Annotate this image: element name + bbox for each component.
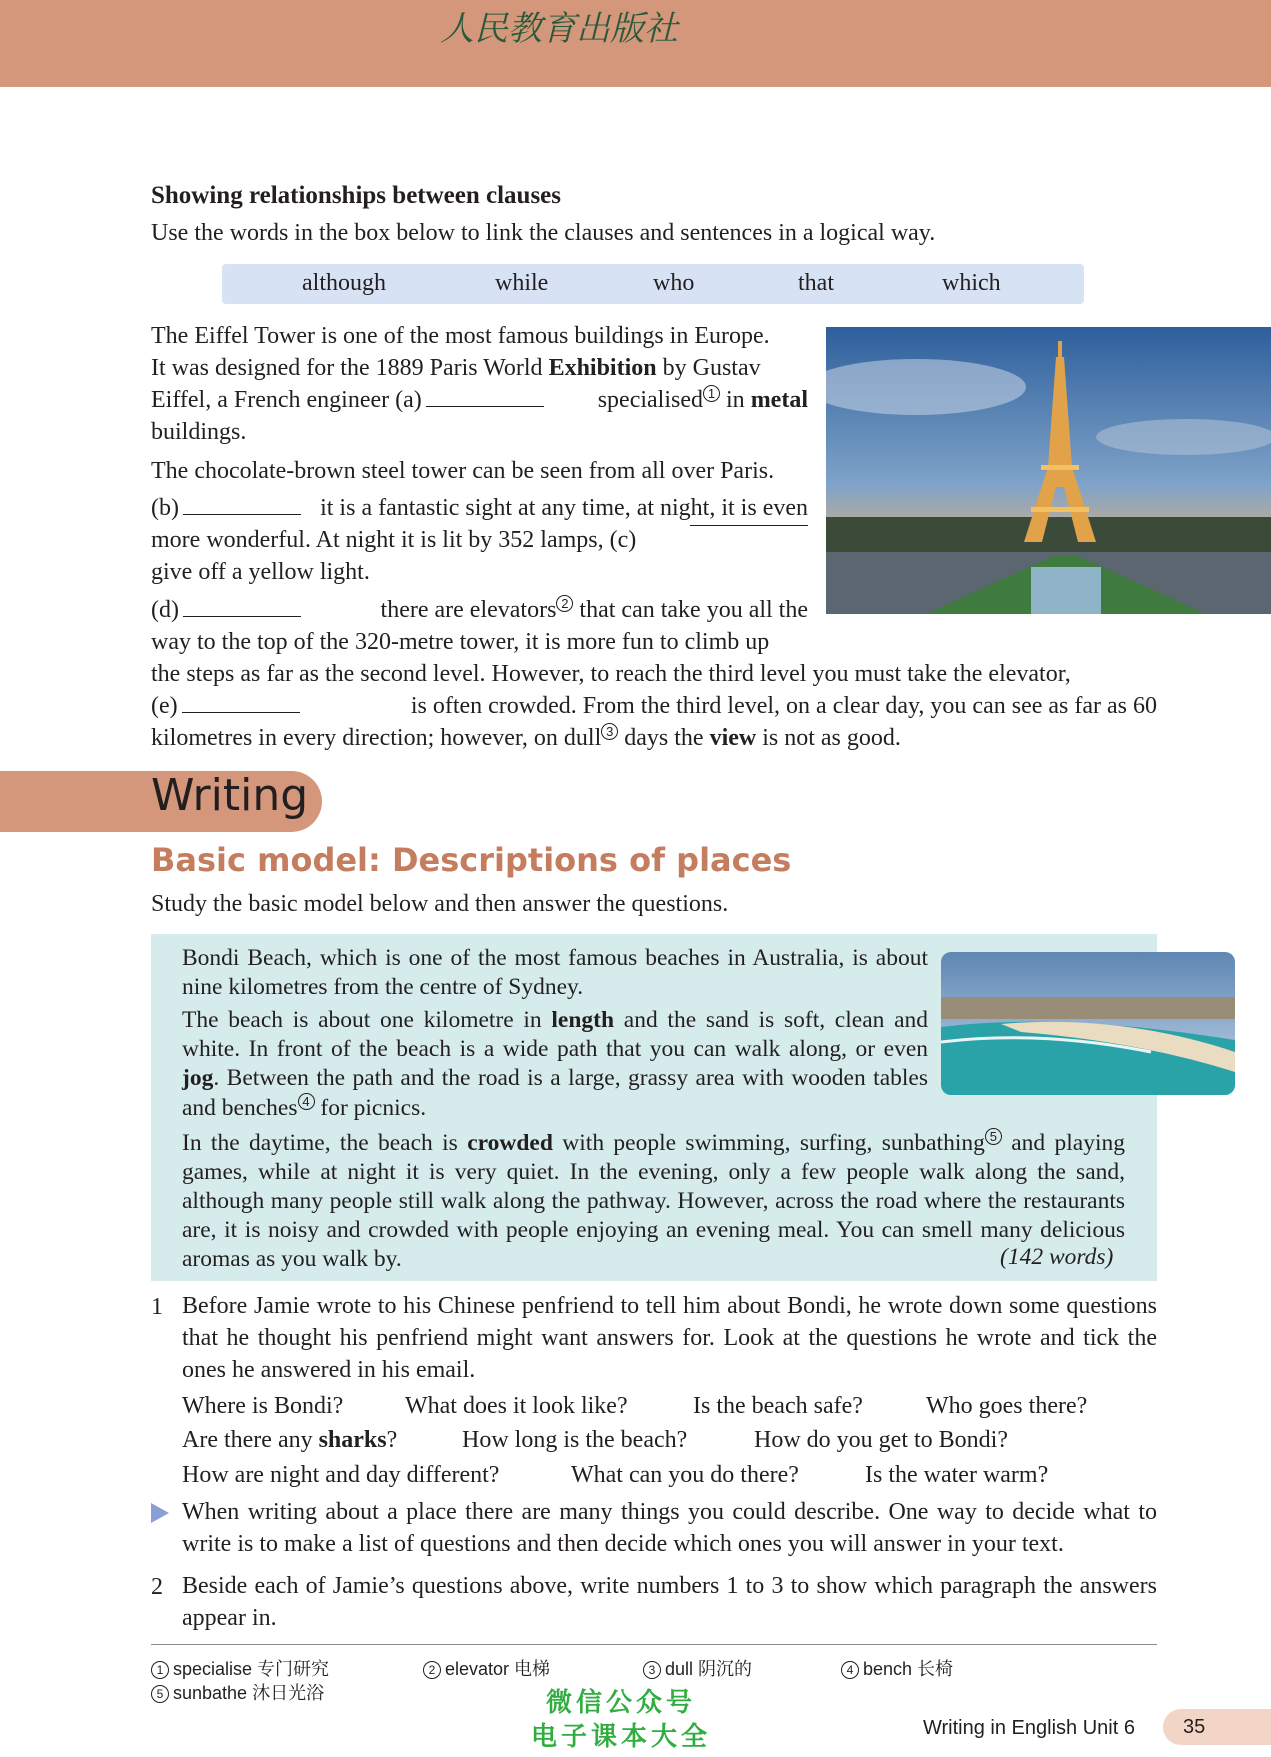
eiffel-paragraph-4 — [151, 594, 1157, 754]
footnote-marker: 4 — [298, 1093, 315, 1110]
question-row — [182, 1393, 1157, 1425]
text-line: more wonderful. At night it is lit by 352 lamps, (c) — [151, 524, 808, 556]
question-option: Are there any sharks? — [182, 1427, 398, 1453]
eiffel-paragraph-2: The chocolate-brown steel tower can be seen from all over Paris. — [151, 458, 775, 484]
question-2-text: Beside each of Jamie’s questions above, write numbers 1 to 3 to show which paragraph the answers appear in. — [182, 1573, 1157, 1631]
bondi-beach-photo — [941, 952, 1235, 1095]
question-option: Is the water warm? — [865, 1462, 1049, 1488]
question-option: Where is Bondi? — [182, 1393, 344, 1419]
publisher-logo — [430, 4, 850, 50]
text-line: way to the top of the 320-metre tower, it is more fun to climb up — [151, 629, 770, 655]
word-count: (142 words) — [1000, 1244, 1114, 1270]
watermark-line-2: 电子课本大全 — [531, 1722, 712, 1752]
text-line: give off a yellow light. — [151, 559, 370, 585]
eiffel-paragraph-1 — [151, 320, 808, 448]
eiffel-tower-photo — [826, 327, 1271, 614]
section-title: Showing relationships between clauses — [151, 182, 562, 209]
publisher-name: 人民教育出版社 — [440, 9, 678, 49]
model-paragraph-2: The beach is about one kilometre in length and the sand is soft, clean and white. In front of the beach is a wide path that you can walk along, or even jog. Between the path and the road is a large, grassy area with wooden tables and benches 4 for picnics. — [182, 1007, 929, 1121]
text-line: Eiffel, a French engineer (a) specialised 1 in metal — [151, 386, 808, 413]
question-option: What can you do there? — [571, 1462, 799, 1488]
tip-text: When writing about a place there are many things you could describe. One way to decide what to write is to make a list of questions and then decide which ones you will answer in your text. — [182, 1499, 1157, 1557]
question-option: Who goes there? — [926, 1393, 1088, 1419]
footer-unit-label: Writing in English Unit 6 — [923, 1717, 1135, 1739]
watermark-line-1: 微信公众号 — [546, 1688, 697, 1718]
tip-triangle-icon — [151, 1503, 169, 1523]
footnote-marker: 2 — [556, 595, 573, 612]
page-number-tab — [1163, 1709, 1271, 1745]
text-line: The Eiffel Tower is one of the most famous buildings in Europe. — [151, 323, 770, 349]
text-line: buildings. — [151, 419, 247, 445]
word-box-item: who — [653, 270, 695, 296]
text-line: (d) there are elevators 2 that can take you all the — [151, 596, 808, 623]
footnote-divider — [151, 1644, 1157, 1645]
eiffel-paragraph-3 — [151, 492, 808, 588]
question-number: 2 — [151, 1574, 163, 1600]
blank-c[interactable] — [690, 524, 808, 526]
question-row — [182, 1427, 1157, 1459]
text-line: kilometres in every direction; however, on dull 3 days the view is not as good. — [151, 724, 901, 751]
question-row — [182, 1462, 1157, 1494]
footnote-marker: 3 — [601, 723, 618, 740]
footnote: 1 specialise 专门研究 — [151, 1655, 329, 1681]
page-number: 35 — [1183, 1716, 1206, 1738]
blank-a[interactable] — [426, 405, 544, 407]
text-line: (b) it is a fantastic sight at any time, at night, it is even — [151, 495, 808, 521]
question-option: How are night and day different? — [182, 1462, 500, 1488]
model-paragraph-3: In the daytime, the beach is crowded with people swimming, surfing, sunbathing 5 and playing games, while at night it is very quiet. In the evening, only a few people walk along the sand, although many people still walk along the pathway. However, across the road where the restaurants are, it is noisy and crowded with people enjoying an evening meal. You can smell many delicious aromas as you walk by. — [182, 1129, 1125, 1272]
blank-e[interactable] — [182, 711, 300, 713]
model-paragraph-1: Bondi Beach, which is one of the most famous beaches in Australia, is about nine kilometres from the centre of Sydney. — [182, 945, 928, 1000]
footnote: 3 dull 阴沉的 — [643, 1655, 752, 1681]
question-number: 1 — [151, 1294, 163, 1320]
blank-b[interactable] — [183, 513, 301, 515]
question-option: Is the beach safe? — [693, 1393, 863, 1419]
question-option: What does it look like? — [405, 1393, 628, 1419]
writing-heading: Writing — [151, 770, 309, 821]
footnote-marker: 1 — [703, 385, 720, 402]
text-line: It was designed for the 1889 Paris World Exhibition by Gustav — [151, 355, 761, 381]
footnote: 5 sunbathe 沐日光浴 — [151, 1679, 324, 1705]
question-option: How long is the beach? — [462, 1427, 688, 1453]
question-1-text: Before Jamie wrote to his Chinese penfriend to tell him about Bondi, he wrote down some questions that he thought his penfriend might want answers for. Look at the questions he wrote and tick the ones he answered in his email. — [182, 1293, 1157, 1383]
text-line: (e) is often crowded. From the third level, on a clear day, you can see as far as 60 — [151, 693, 1157, 719]
text-line: the steps as far as the second level. However, to reach the third level you must take the elevator, — [151, 661, 1071, 687]
footnote-marker: 5 — [985, 1128, 1002, 1145]
word-box-item: although — [302, 270, 386, 296]
question-option: How do you get to Bondi? — [754, 1427, 1008, 1453]
footnote: 4 bench 长椅 — [841, 1655, 953, 1681]
word-box-item: while — [495, 270, 549, 296]
footnote: 2 elevator 电梯 — [423, 1655, 550, 1681]
blank-d[interactable] — [183, 615, 301, 617]
section-instruction: Use the words in the box below to link the clauses and sentences in a logical way. — [151, 220, 936, 246]
word-box — [222, 264, 1084, 304]
model-title: Basic model: Descriptions of places — [151, 841, 792, 879]
word-box-item: that — [798, 270, 834, 296]
word-box-item: which — [942, 270, 1001, 296]
model-instruction: Study the basic model below and then answer the questions. — [151, 891, 729, 917]
